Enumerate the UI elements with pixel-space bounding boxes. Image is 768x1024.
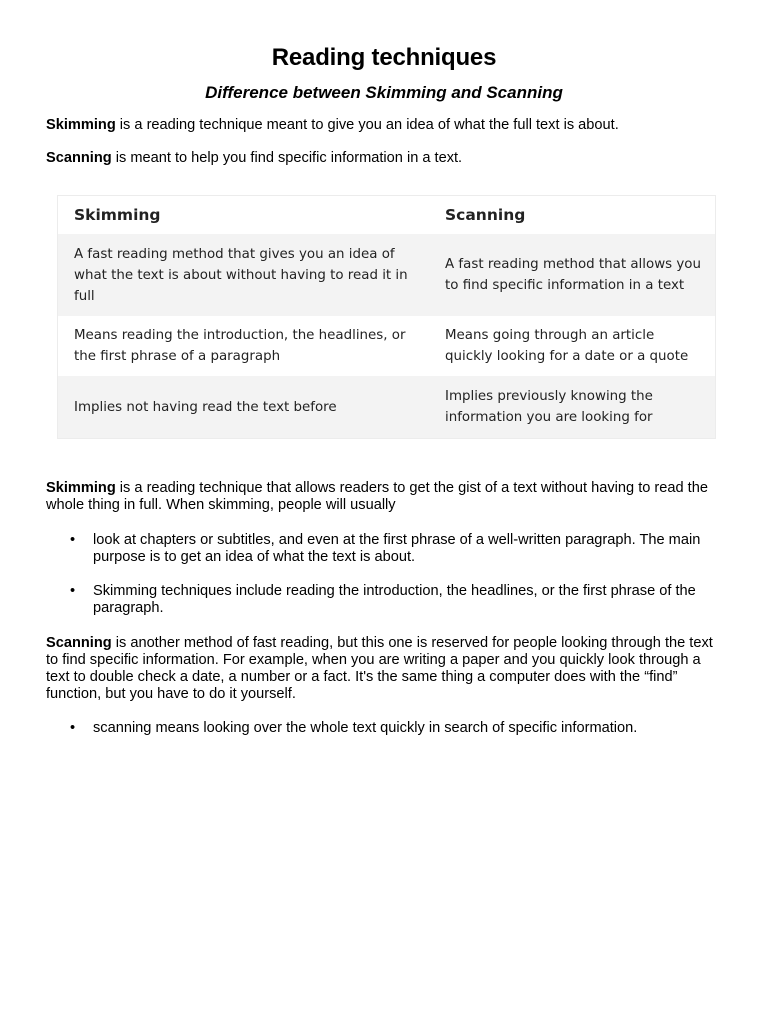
table-header-row bbox=[58, 196, 715, 234]
table-header-skimming: Skimming bbox=[74, 205, 161, 224]
table-cell-scanning: Implies previously knowing the information you are looking for bbox=[445, 389, 653, 425]
intro-scanning-paragraph bbox=[46, 150, 726, 167]
table-cell-scanning: Means going through an article quickly looking for a date or a quote bbox=[445, 328, 689, 364]
list-item bbox=[46, 532, 726, 566]
table-cell-skimming: Implies not having read the text before bbox=[74, 399, 337, 415]
table-cell-scanning: A fast reading method that allows you to find specific information in a text bbox=[445, 257, 701, 293]
bullet-icon: • bbox=[70, 532, 76, 548]
comparison-table bbox=[57, 195, 716, 439]
scanning-paragraph bbox=[46, 635, 726, 703]
scanning-section-text: is another method of fast reading, but this one is reserved for people looking through the text to find specific information. For example, when you are writing a paper and you quickly look through a text to double check a date, a number or a fact. It's the same thing a computer does with the “find” function, but you have to do it yourself. bbox=[46, 635, 713, 702]
page-title: Reading techniques bbox=[271, 44, 497, 71]
skimming-bullet-list bbox=[46, 532, 726, 617]
page-subtitle: Difference between Skimming and Scanning bbox=[205, 83, 563, 102]
list-item bbox=[46, 583, 726, 617]
table-header-scanning: Scanning bbox=[445, 205, 526, 224]
scanning-section-term: Scanning bbox=[46, 635, 112, 651]
scanning-bullet-list bbox=[46, 720, 726, 737]
list-item bbox=[46, 720, 726, 737]
bullet-icon: • bbox=[70, 583, 76, 599]
skimming-section-text: is a reading technique that allows readers to get the gist of a text without having to read the whole thing in full. When skimming, people will usually bbox=[46, 480, 708, 513]
table-cell-skimming: Means reading the introduction, the headlines, or the first phrase of a paragraph bbox=[74, 328, 406, 364]
table-cell-skimming: A fast reading method that gives you an idea of what the text is about without having to read it in full bbox=[74, 246, 408, 304]
bullet-icon: • bbox=[70, 720, 76, 736]
list-item-text: Skimming techniques include reading the introduction, the headlines, or the first phrase of the paragraph. bbox=[93, 583, 696, 616]
intro-skimming-paragraph bbox=[46, 117, 726, 134]
skimming-term: Skimming bbox=[46, 117, 116, 133]
skimming-paragraph bbox=[46, 480, 726, 514]
skimming-definition: is a reading technique meant to give you an idea of what the full text is about. bbox=[115, 117, 619, 133]
skimming-section-term: Skimming bbox=[46, 480, 116, 496]
list-item-text: look at chapters or subtitles, and even at the first phrase of a well-written paragraph. The main purpose is to get an idea of what the text is about. bbox=[93, 532, 701, 565]
scanning-term: Scanning bbox=[46, 150, 112, 166]
scanning-definition: is meant to help you find specific information in a text. bbox=[111, 150, 463, 166]
list-item-text: scanning means looking over the whole text quickly in search of specific information. bbox=[93, 720, 638, 736]
table-row bbox=[58, 316, 715, 376]
table-row bbox=[58, 234, 715, 316]
table-row bbox=[58, 376, 715, 438]
